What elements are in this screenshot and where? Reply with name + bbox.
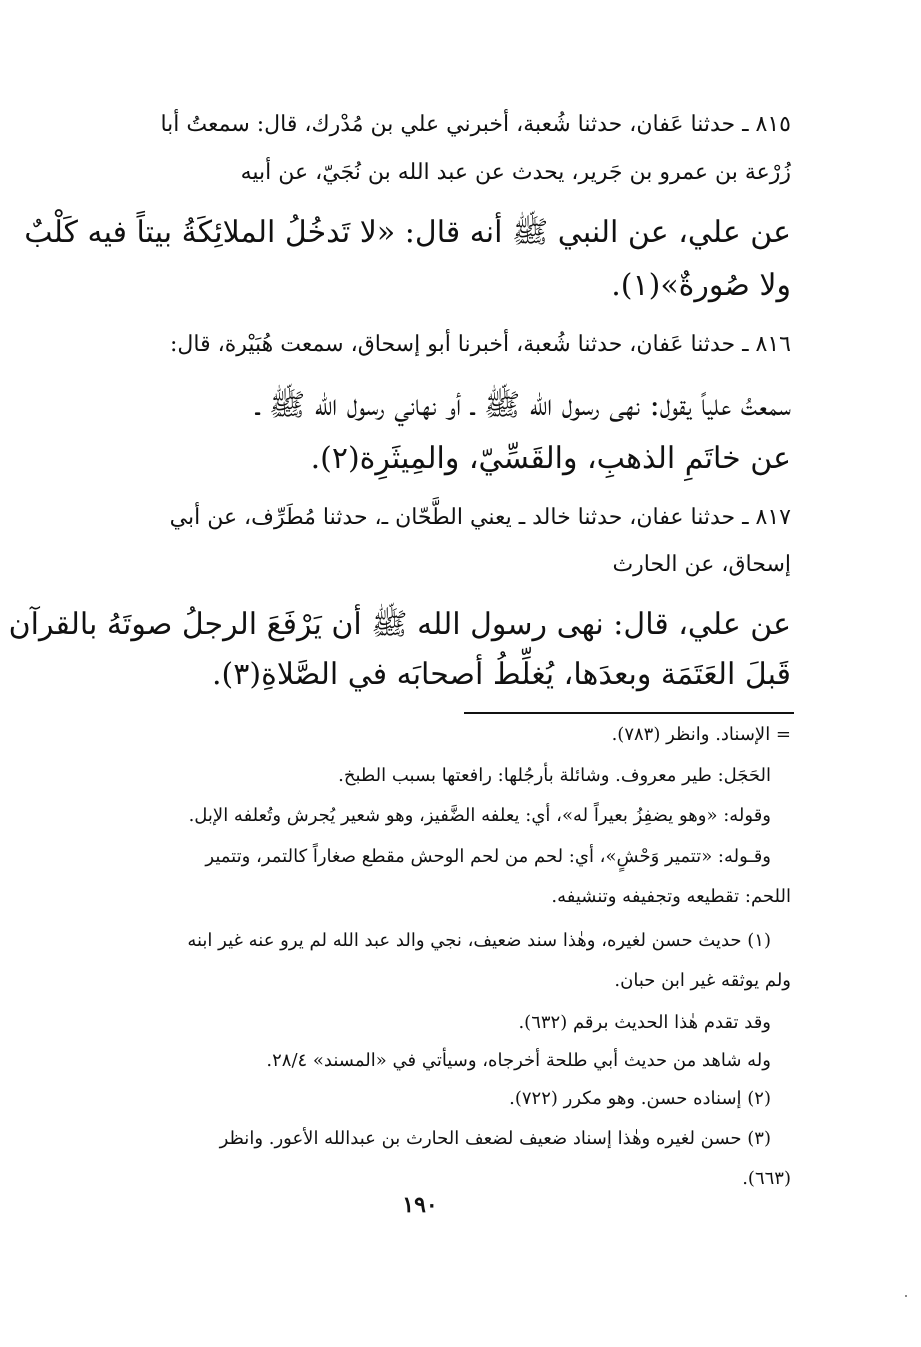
- hadith-816-matn-line-2: عن خاتَمِ الذهبِ، والقَسِّيّ، والمِيثَرِة(٢).: [310, 441, 791, 476]
- footnote-3-line-1: (٣) حسن لغيره وهٰذا إسناد ضعيف لضعف الحارث بن عبدالله الأعور. وانظر: [219, 1128, 771, 1149]
- footnote-2-line-1: (٢) إسناده حسن. وهو مكرر (٧٢٢).: [509, 1088, 771, 1109]
- footnote-1-line-3: وقد تقدم هٰذا الحديث برقم (٦٣٢).: [518, 1012, 771, 1033]
- hadith-816-matn-line-1: سمعتُ علياً يقول: نهى رسول الله ﷺ ـ أو نهاني رسول الله ﷺ ـ: [255, 388, 791, 423]
- footnote-1-line-4: وله شاهد من حديث أبي طلحة أخرجاه، وسيأتي في «المسند» ٢٨/٤.: [266, 1050, 771, 1071]
- hadith-815-isnad-line-1: ٨١٥ ـ حدثنا عَفان، حدثنا شُعبة، أخبرني علي بن مُدْرك، قال: سمعتُ أبا: [160, 112, 791, 137]
- footnote-continuation-line-3: وقوله: «وهو يضفِزُ بعيراً له»، أي: يعلفه الضَّفيز، وهو شعير يُجرش وتُعلفه الإبل.: [188, 805, 771, 826]
- page-number: ١٩٠: [402, 1192, 438, 1218]
- footnote-continuation-line-4: وقـوله: «تتمير وَحْشٍ»، أي: لحم من لحم الوحش مقطع صغاراً كالتمر، وتتمير: [205, 846, 771, 867]
- footnote-1-line-2: ولم يوثقه غير ابن حبان.: [614, 970, 791, 991]
- footnote-3-line-2: (٦٦٣).: [742, 1168, 791, 1189]
- scan-edge-mark: [905, 1295, 907, 1297]
- hadith-815-isnad-line-2: زُرْعة بن عمرو بن جَرير، يحدث عن عبد الله بن نُجَيّ، عن أبيه: [240, 160, 791, 185]
- hadith-815-matn-line-1: عن علي، عن النبي ﷺ أنه قال: «لا تَدخُلُ الملائِكَةُ بيتاً فيه كَلْبٌ: [24, 215, 791, 250]
- hadith-817-isnad-line-2: إسحاق، عن الحارث: [612, 552, 791, 577]
- hadith-816-isnad-line-1: ٨١٦ ـ حدثنا عَفان، حدثنا شُعبة، أخبرنا أبو إسحاق، سمعت هُبَيْرة، قال:: [169, 332, 791, 357]
- hadith-815-matn-line-2: ولا صُورةٌ»(١).: [611, 268, 791, 303]
- footnote-continuation-line-5: اللحم: تقطيعه وتجفيفه وتنشيفه.: [551, 886, 791, 907]
- hadith-817-isnad-line-1: ٨١٧ ـ حدثنا عفان، حدثنا خالد ـ يعني الطَّحّان ـ، حدثنا مُطَرِّف، عن أبي: [169, 505, 791, 530]
- footnote-continuation-line-2: الحَجَل: طير معروف. وشائلة بأرجُلها: رافعتها بسبب الطبخ.: [338, 765, 771, 786]
- footnote-1-line-1: (١) حديث حسن لغيره، وهٰذا سند ضعيف، نجي والد عبد الله لم يرو عنه غير ابنه: [187, 930, 771, 951]
- footnote-continuation-line-1: = الإسناد. وانظر (٧٨٣).: [611, 724, 791, 745]
- hadith-817-matn-line-1: عن علي، قال: نهى رسول الله ﷺ أن يَرْفَعَ الرجلُ صوتَهُ بالقرآن: [8, 607, 791, 642]
- hadith-817-matn-line-2: قَبلَ العَتَمَة وبعدَها، يُغلِّطُ أصحابَه في الصَّلاةِ(٣).: [212, 657, 791, 692]
- footnote-separator: [464, 712, 794, 714]
